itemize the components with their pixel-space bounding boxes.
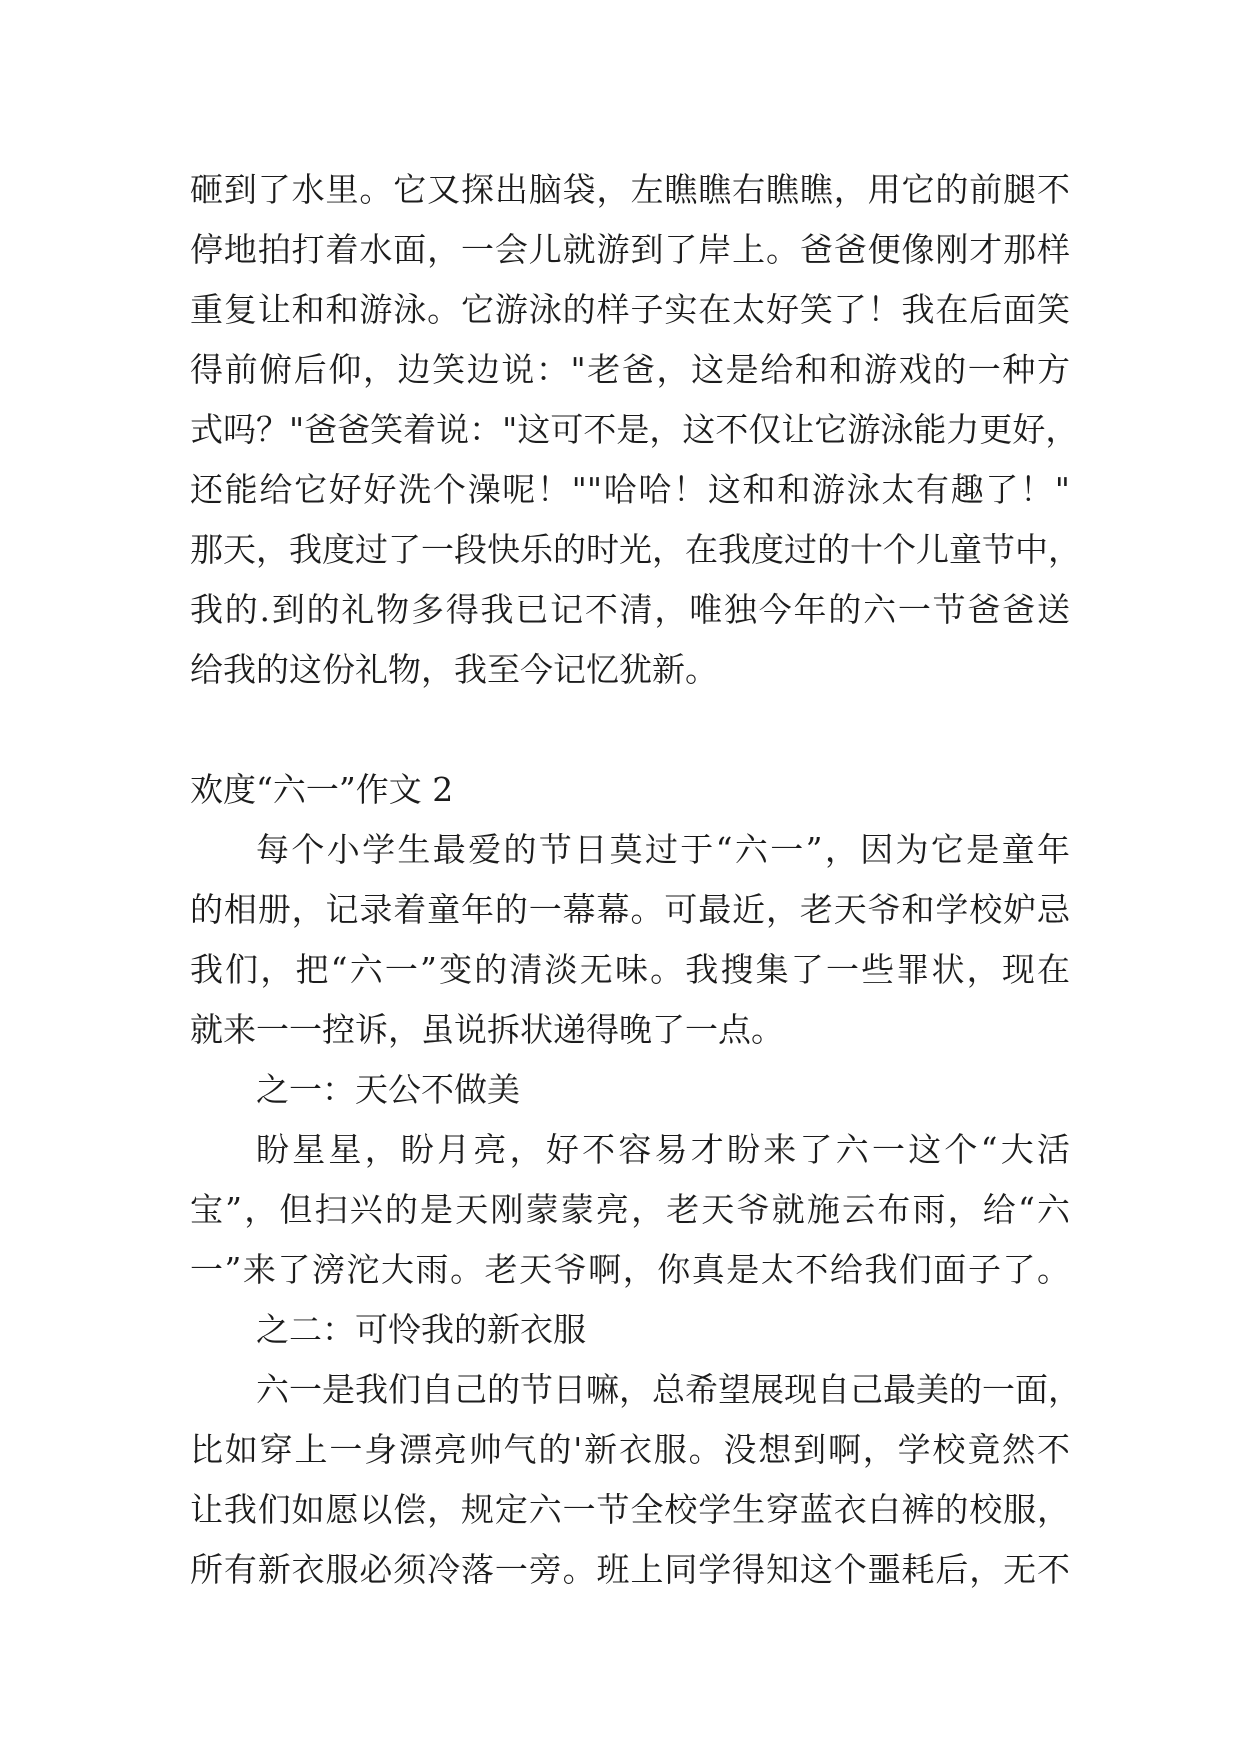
text-line: 所有新衣服必须冷落一旁。班上同学得知这个噩耗后，无不	[190, 1550, 1070, 1589]
section-1-body	[190, 1120, 1070, 1300]
text-line: 我们，把“六一”变的清淡无味。我搜集了一些罪状，现在	[190, 950, 1070, 989]
text-line: 停地拍打着水面，一会儿就游到了岸上。爸爸便像刚才那样	[190, 230, 1070, 269]
section-2-body	[190, 1360, 1081, 1600]
text-line: 让我们如愿以偿，规定六一节全校学生穿蓝衣白裤的校服，	[190, 1490, 1070, 1529]
essay-intro	[190, 820, 1070, 1060]
text-line: 重复让和和游泳。它游泳的样子实在太好笑了！我在后面笑	[190, 290, 1070, 329]
text-line: 得前俯后仰，边笑边说："老爸，这是给和和游戏的一种方	[190, 350, 1070, 389]
text-line: 式吗？"爸爸笑着说："这可不是，这不仅让它游泳能力更好，	[190, 410, 1079, 449]
text-line: 还能给它好好洗个澡呢！""哈哈！这和和游泳太有趣了！"	[190, 470, 1070, 509]
text-line: 给我的这份礼物，我至今记忆犹新。	[190, 650, 718, 689]
text-line: 每个小学生最爱的节日莫过于“六一”，因为它是童年	[256, 830, 1070, 869]
text-line: 一”来了滂沱大雨。老天爷啊，你真是太不给我们面子了。	[190, 1250, 1070, 1289]
essay-title: 欢度“六一”作文 2	[190, 770, 454, 809]
text-line: 比如穿上一身漂亮帅气的'新衣服。没想到啊，学校竟然不	[190, 1430, 1070, 1469]
paragraph-gap	[190, 700, 1070, 760]
text-line: 砸到了水里。它又探出脑袋，左瞧瞧右瞧瞧，用它的前腿不	[190, 170, 1070, 209]
document-body	[190, 160, 1081, 1600]
text-line: 那天，我度过了一段快乐的时光，在我度过的十个儿童节中，	[190, 530, 1081, 569]
text-line: 我的.到的礼物多得我已记不清，唯独今年的六一节爸爸送	[190, 590, 1070, 629]
text-line: 宝”，但扫兴的是天刚蒙蒙亮，老天爷就施云布雨，给“六	[190, 1190, 1070, 1229]
text-line: 六一是我们自己的节日嘛，总希望展现自己最美的一面，	[256, 1370, 1081, 1409]
text-line: 就来一一控诉，虽说拆状递得晚了一点。	[190, 1010, 784, 1049]
section-heading: 之二：可怜我的新衣服	[256, 1310, 586, 1349]
section-heading: 之一：天公不做美	[256, 1070, 520, 1109]
text-line: 盼星星，盼月亮，好不容易才盼来了六一这个“大活	[256, 1130, 1070, 1169]
paragraph-continued	[190, 160, 1081, 700]
text-line: 的相册，记录着童年的一幕幕。可最近，老天爷和学校妒忌	[190, 890, 1070, 929]
